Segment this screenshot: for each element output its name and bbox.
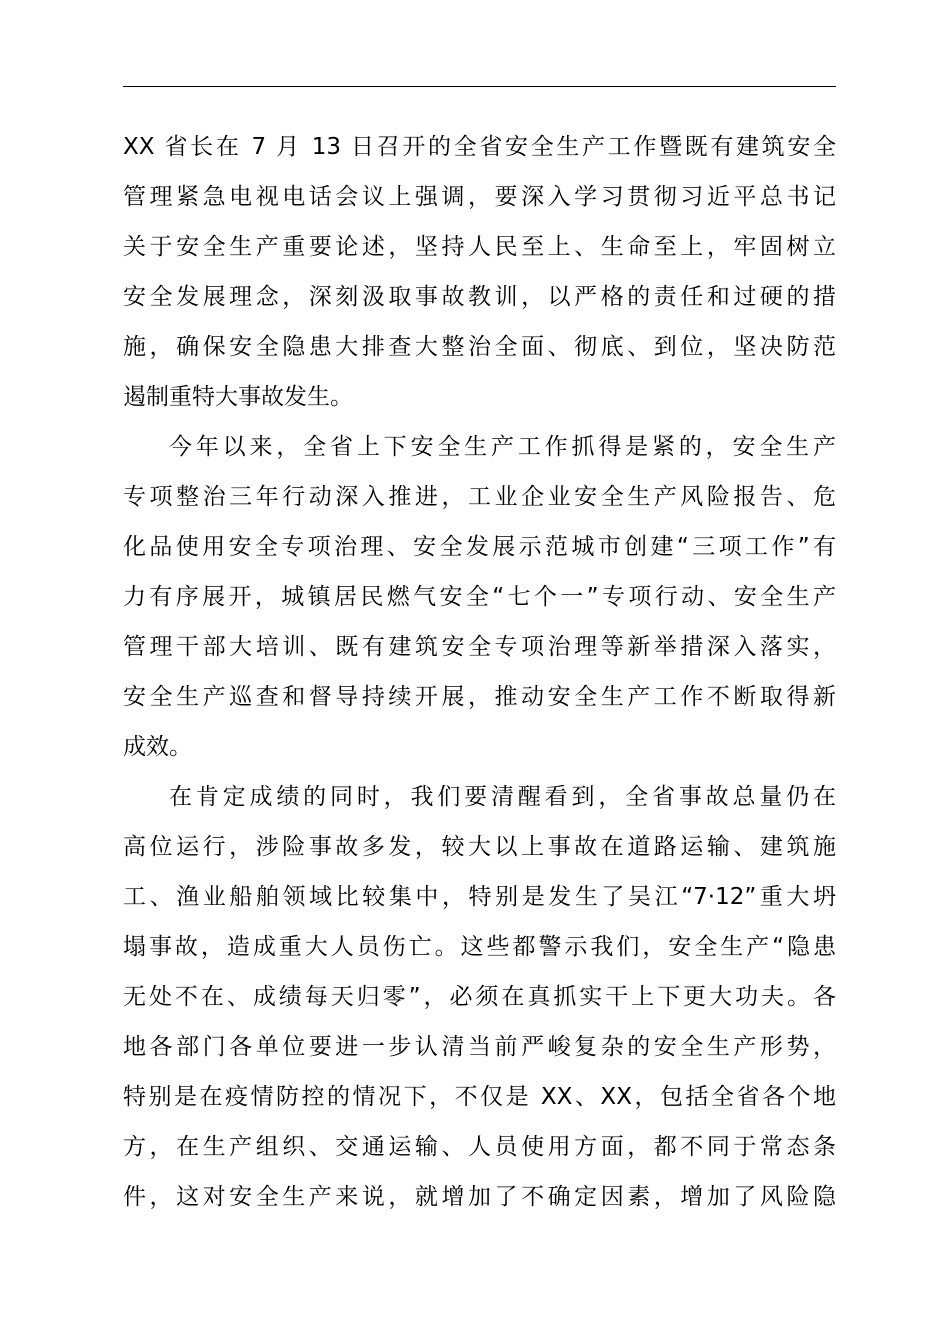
text-line: 工、渔业船舶领域比较集中，特别是发生了吴江“7·12”重大坍 — [123, 884, 836, 910]
paragraph-first-line: 在肯定成绩的同时，我们要清醒看到，全省事故总量仍在 — [169, 784, 836, 810]
document-body — [123, 122, 836, 1222]
text-line: XX 省长在 7 月 13 日召开的全省安全生产工作暨既有建筑安全 — [123, 134, 836, 160]
text-line: 安全生产巡查和督导持续开展，推动安全生产工作不断取得新 — [123, 684, 836, 710]
text-line: 施，确保安全隐患大排查大整治全面、彻底、到位，坚决防范 — [123, 334, 836, 360]
text-line: 力有序展开，城镇居民燃气安全“七个一”专项行动、安全生产 — [123, 584, 836, 610]
text-line: 遏制重特大事故发生。 — [123, 384, 353, 410]
text-line: 地各部门各单位要进一步认清当前严峻复杂的安全生产形势， — [123, 1034, 836, 1060]
text-line: 塌事故，造成重大人员伤亡。这些都警示我们，安全生产“隐患 — [123, 934, 836, 960]
header-rule — [123, 86, 836, 87]
text-line: 件，这对安全生产来说，就增加了不确定因素，增加了风险隐 — [123, 1184, 836, 1210]
text-line: 管理紧急电视电话会议上强调，要深入学习贯彻习近平总书记 — [123, 184, 836, 210]
text-line: 化品使用安全专项治理、安全发展示范城市创建“三项工作”有 — [123, 534, 836, 560]
text-line: 安全发展理念，深刻汲取事故教训，以严格的责任和过硬的措 — [123, 284, 836, 310]
text-line: 无处不在、成绩每天归零”，必须在真抓实干上下更大功夫。各 — [123, 984, 836, 1010]
text-line: 特别是在疫情防控的情况下，不仅是 XX、XX，包括全省各个地 — [123, 1084, 836, 1110]
text-line: 关于安全生产重要论述，坚持人民至上、生命至上，牢固树立 — [123, 234, 836, 260]
text-line: 专项整治三年行动深入推进，工业企业安全生产风险报告、危 — [123, 484, 836, 510]
text-line: 成效。 — [123, 734, 192, 760]
text-line: 高位运行，涉险事故多发，较大以上事故在道路运输、建筑施 — [123, 834, 836, 860]
text-line: 管理干部大培训、既有建筑安全专项治理等新举措深入落实， — [123, 634, 836, 660]
paragraph-first-line: 今年以来，全省上下安全生产工作抓得是紧的，安全生产 — [169, 434, 836, 460]
text-line: 方，在生产组织、交通运输、人员使用方面，都不同于常态条 — [123, 1134, 836, 1160]
